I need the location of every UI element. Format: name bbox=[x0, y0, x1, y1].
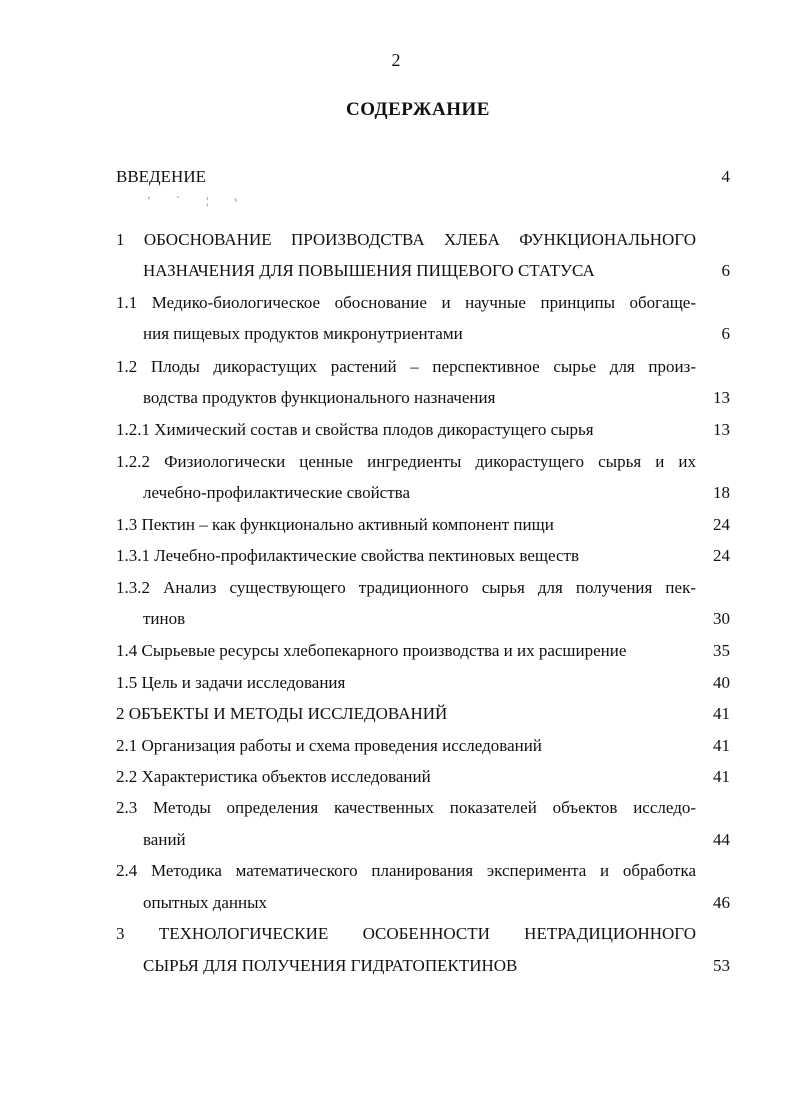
toc-entry-1-5: 1.5 Цель и задачи исследования bbox=[116, 673, 346, 692]
toc-entry-chapter-1: 1 ОБОСНОВАНИЕ ПРОИЗВОДСТВА ХЛЕБА ФУНКЦИОНАЛЬНОГО bbox=[116, 230, 696, 249]
toc-entry-chapter-1-cont: НАЗНАЧЕНИЯ ДЛЯ ПОВЫШЕНИЯ ПИЩЕВОГО СТАТУСА bbox=[143, 261, 595, 280]
toc-entry-1-3: 1.3 Пектин – как функционально активный компонент пищи bbox=[116, 515, 554, 534]
toc-page-number: 30 bbox=[713, 609, 730, 628]
toc-page-number: 24 bbox=[713, 546, 730, 565]
toc-entry-2-2: 2.2 Характеристика объектов исследований bbox=[116, 767, 431, 786]
toc-page-number: 6 bbox=[721, 324, 730, 343]
toc-entry-2-3-cont: ваний bbox=[143, 830, 186, 849]
toc-page-number: 41 bbox=[713, 767, 730, 786]
toc-entry-1-2: 1.2 Плоды дикорастущих растений – перспективное сырье для произ- bbox=[116, 357, 696, 376]
toc-entry-1-2-2-cont: лечебно-профилактические свойства bbox=[143, 483, 411, 502]
toc-entry-1-4: 1.4 Сырьевые ресурсы хлебопекарного производства и их расширение bbox=[116, 641, 627, 660]
toc-entry-2-1: 2.1 Организация работы и схема проведения исследований bbox=[116, 736, 542, 755]
toc-entry-1-2-cont: водства продуктов функционального назначения bbox=[143, 388, 496, 407]
toc-entry-2-4-cont: опытных данных bbox=[143, 893, 268, 912]
toc-page-number: 41 bbox=[713, 736, 730, 755]
toc-entry-1-3-2-cont: тинов bbox=[143, 609, 186, 628]
toc-entry-1-3-1: 1.3.1 Лечебно-профилактические свойства пектиновых веществ bbox=[116, 546, 579, 565]
toc-page-number: 53 bbox=[713, 956, 730, 975]
toc-entry-2-4: 2.4 Методика математического планирования эксперимента и обработка bbox=[116, 861, 696, 880]
toc-entry-1-1-cont: ния пищевых продуктов микронутриентами bbox=[143, 324, 463, 343]
toc-page-number: 4 bbox=[721, 167, 730, 186]
page-number: 2 bbox=[391, 50, 401, 70]
toc-entry-2-3: 2.3 Методы определения качественных показателей объектов исследо- bbox=[116, 798, 696, 817]
toc-page-number: 44 bbox=[713, 830, 730, 849]
toc-page-number: 13 bbox=[713, 388, 730, 407]
toc-page-number: 46 bbox=[713, 893, 730, 912]
toc-page-number: 35 bbox=[713, 641, 730, 660]
toc-page-number: 24 bbox=[713, 515, 730, 534]
toc-page-number: 13 bbox=[713, 420, 730, 439]
page-title: СОДЕРЖАНИЕ bbox=[346, 99, 490, 120]
toc-entry-1-1: 1.1 Медико-биологическое обоснование и научные принципы обогаще- bbox=[116, 293, 696, 312]
scan-artifact: ' ` ¦ ˢ bbox=[148, 196, 249, 207]
toc-page-number: 40 bbox=[713, 673, 730, 692]
toc-entry-chapter-3: 3 ТЕХНОЛОГИЧЕСКИЕ ОСОБЕННОСТИ НЕТРАДИЦИОННОГО bbox=[116, 924, 696, 943]
toc-entry-1-3-2: 1.3.2 Анализ существующего традиционного сырья для получения пек- bbox=[116, 578, 696, 597]
toc-page-number: 41 bbox=[713, 704, 730, 723]
toc-page-number: 18 bbox=[713, 483, 730, 502]
toc-entry-introduction: ВВЕДЕНИЕ bbox=[116, 167, 206, 186]
toc-entry-chapter-2: 2 ОБЪЕКТЫ И МЕТОДЫ ИССЛЕДОВАНИЙ bbox=[116, 704, 448, 723]
toc-entry-1-2-2: 1.2.2 Физиологически ценные ингредиенты дикорастущего сырья и их bbox=[116, 452, 696, 471]
toc-entry-1-2-1: 1.2.1 Химический состав и свойства плодов дикорастущего сырья bbox=[116, 420, 594, 439]
toc-entry-chapter-3-cont: СЫРЬЯ ДЛЯ ПОЛУЧЕНИЯ ГИДРАТОПЕКТИНОВ bbox=[143, 956, 518, 975]
toc-page-number: 6 bbox=[721, 261, 730, 280]
